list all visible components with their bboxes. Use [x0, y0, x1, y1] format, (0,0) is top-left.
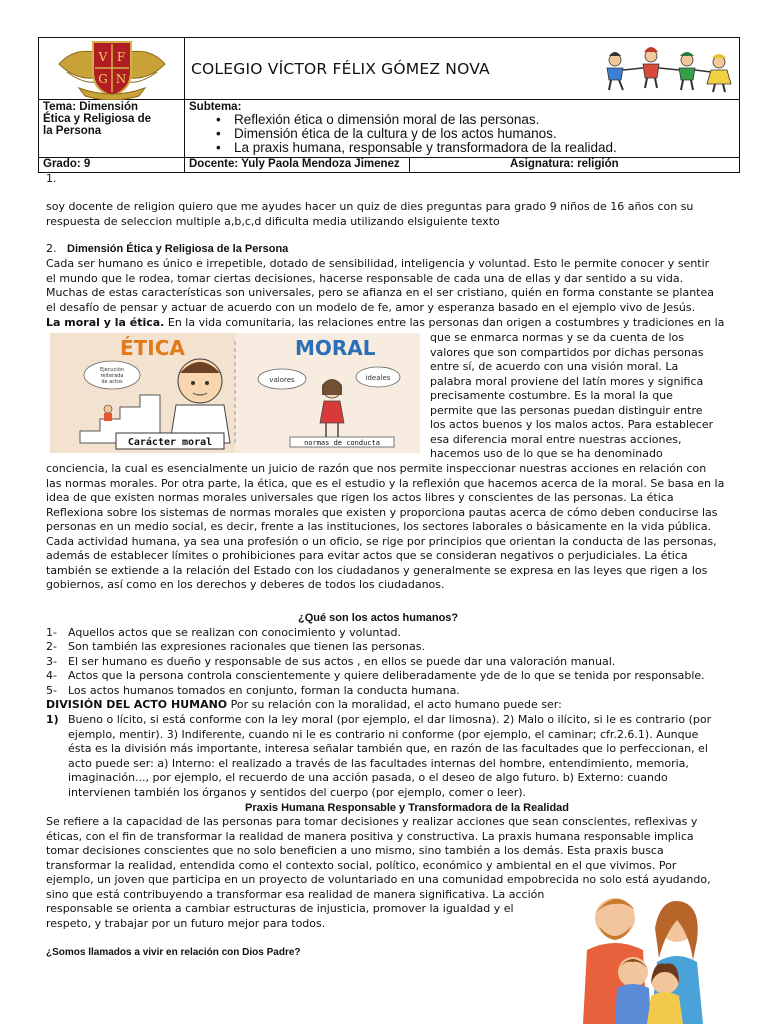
actos-item-text: Actos que la persona controla conscientemente y quiere deliberadamente yde de lo que se tenida por responsable. — [68, 669, 705, 682]
subtema-item: • Reflexión ética o dimensión moral de las personas. — [216, 113, 735, 127]
bubble-line: reiterada — [100, 373, 124, 379]
moral-rest-line: las normas morales. Por otra parte, la ética, que es el estudio y la reflexión que hacemos acerca de la moral. Se basa en la — [46, 476, 725, 490]
division-line — [46, 698, 562, 713]
moral-rest-line: Cada actividad humana, ya sea una profesión o un oficio, se rige por principios que orientan la conducta de las personas, — [46, 534, 717, 548]
subtema-label: Subtema: — [189, 101, 242, 113]
division-point-line: Bueno o lícito, si está conforme con la ley moral (por ejemplo, el dar limosna). 2) Malo o ilícito, si le es contrario (por — [68, 713, 712, 726]
ideales-label: ideales — [365, 374, 391, 382]
moral-side-line: esa diferencia moral entre nuestras acciones, — [430, 432, 682, 446]
praxis-line: respeto, y trabajar por un futuro mejor para todos. — [46, 916, 326, 930]
praxis-line: tomar decisiones conscientes que no solo beneficien a uno mismo, sino también a los demás. Esta praxis busca — [46, 844, 664, 857]
section-2-intro — [46, 257, 714, 315]
moral-first-text: En la vida comunitaria, las relaciones entre las personas dan origen a costumbres y tradiciones en la — [164, 316, 725, 329]
crest-letter-g: G — [98, 72, 108, 86]
division-text: Por su relación con la moralidad, el acto humano puede ser: — [227, 698, 562, 711]
moral-side-line: palabra moral proviene del latín mores y significa — [430, 374, 704, 388]
actos-item-number: 5- — [46, 684, 57, 697]
moral-word: MORAL — [295, 336, 376, 360]
bubble-line: Ejecución — [100, 367, 124, 373]
actos-item-number: 4- — [46, 669, 57, 682]
crest-letter-n: N — [115, 72, 127, 86]
division-point-line: ésta es la división más importante, interesa señalar también que, en razón de las facultades que lo perfeccionan, el — [68, 742, 708, 755]
children-holding-hands-icon — [597, 38, 739, 100]
docente-cell: Docente: Yuly Paola Mendoza Jimenez — [185, 158, 410, 172]
item-1-line: soy docente de religion quiero que me ayudes hacer un quiz de dies preguntas para grado 9 niños de 16 años con su — [46, 200, 694, 213]
intro-line: el mundo que le rodea, tomar ciertas decisiones, hacerse responsable de cada una de ellas y dar sentido a su vida. — [46, 271, 684, 285]
actos-item-text: Son también las expresiones racionales que tienen las personas. — [68, 640, 425, 653]
moral-rest-line: gobiernos, así como en los derechos y deberes de todos los ciudadanos. — [46, 578, 445, 591]
division-point-text — [68, 713, 711, 800]
intro-line: Muchas de estas características son universales, pero se afianza en el ser cristiano, quién en forma constante se plantea — [46, 286, 714, 299]
school-logo — [39, 38, 185, 99]
moral-rest-line: también se extiende a la relación del Estado con los ciudadanos y generalmente se expresa en las leyes que rigen a los — [46, 563, 708, 577]
praxis-line: responsable se orienta a cambiar estructuras de injusticia, promover la igualdad y el — [46, 902, 514, 915]
moral-side-line: los actos buenos y los malos actos. Para establecer — [430, 418, 714, 431]
valores-label: valores — [269, 376, 295, 384]
moral-rest-line: idea de que existen normas morales universales que rigen los actos libres y conscientes de las personas. La ética — [46, 491, 674, 504]
tema-cell — [39, 100, 185, 157]
header-row-title — [39, 38, 739, 100]
division-point-line: ejemplo, mentir). 3) Indiferente, cuando ni le es contrario ni conforme (por ejemplo, el caminar; cfr.2.6.1). Aunque — [68, 727, 699, 741]
header-row-topic — [39, 100, 739, 158]
actos-item-number: 1- — [46, 626, 57, 639]
item-1-line: respuesta de seleccion multiple a,b,c,d dificulta media utilizando elsiguiente texto — [46, 214, 500, 228]
moral-first-line — [46, 316, 724, 331]
children-illustration — [597, 38, 739, 99]
normas-label: normas de conducta — [304, 439, 380, 447]
crest-letter-v: V — [98, 50, 108, 64]
moral-rest-line: Reflexiona sobre los sistemas de normas morales que existen y proporciona pautas acerca de cómo deben conducirse las — [46, 505, 718, 519]
caracter-moral-label: Carácter moral — [127, 437, 213, 448]
etica-word: ÉTICA — [120, 336, 185, 360]
school-name: COLEGIO VÍCTOR FÉLIX GÓMEZ NOVA — [191, 59, 490, 78]
crest-letter-f: F — [116, 50, 126, 64]
praxis-line: sino que está contribuyendo a transformar esa realidad de manera significativa. La acción — [46, 887, 545, 901]
family-illustration — [565, 880, 715, 1024]
praxis-line: transformar la realidad, entendida como el contexto social, político, económico y ambiental en el que vivimos. Por — [46, 858, 677, 872]
item-1-prompt — [46, 200, 693, 229]
header-row-info — [39, 158, 739, 172]
dios-padre-question: ¿Somos llamados a vivir en relación con Dios Padre? — [46, 947, 301, 958]
division-heading: DIVISIÓN DEL ACTO HUMANO — [46, 698, 228, 711]
division-point-line: imaginación..., por ejemplo, el recuerdo de una acción pasada, o el deseo de algo futuro. b) Externo: cuando — [68, 771, 668, 784]
moral-side-line: valores que son compartidos por dichas personas — [430, 345, 704, 359]
actos-title: ¿Qué son los actos humanos? — [298, 612, 459, 624]
actos-item-number: 3- — [46, 655, 57, 668]
praxis-line: ejemplo, un joven que participa en un proyecto de voluntariado en una comunidad empobrecida no solo está ayudando, — [46, 873, 711, 886]
tema-line-2: Ética y Religiosa de — [43, 113, 152, 125]
moral-rest-line: personas en un medio social, es decir, frente a las instituciones, los sectores laborales o básicamente en la vida pública. — [46, 520, 712, 533]
section-2-number: 2. — [46, 242, 57, 255]
division-point-line: acto puede ser: a) Interno: el realizado a través de las facultades internas del hombre, entendimiento, memoria, — [68, 756, 689, 770]
section-2-title: Dimensión Ética y Religiosa de la Persona — [67, 243, 289, 255]
moral-rest-text — [46, 462, 724, 593]
actos-item-text: Los actos humanos tomados en conjunto, forman la conducta humana. — [68, 684, 460, 697]
praxis-line: Se refiere a la capacidad de las personas para tomar decisiones y realizar acciones que sean conscientes, reflexivas y — [46, 815, 698, 828]
intro-line: el desafío de pensar y actuar de acuerdo con un modelo de fe, amor y esperanza basado en el ejemplo vivo de Jesús. — [46, 300, 696, 314]
moral-side-line: permite que las personas puedan distinguir entre — [430, 403, 703, 417]
actos-item-text: Aquellos actos que se realizan con conocimiento y voluntad. — [68, 626, 401, 639]
bubble-line: de actos — [101, 379, 123, 385]
actos-item-number: 2- — [46, 640, 57, 653]
moral-side-line: que se enmarca normas y se da cuenta de los — [430, 331, 684, 344]
grado-cell: Grado: 9 — [39, 158, 185, 172]
praxis-title: Praxis Humana Responsable y Transformadora de la Realidad — [245, 802, 570, 814]
subtema-item: • Dimensión ética de la cultura y de los actos humanos. — [216, 127, 735, 141]
division-point-number: 1) — [46, 713, 59, 726]
subtema-cell — [185, 100, 739, 157]
subtema-item: • La praxis humana, responsable y transformadora de la realidad. — [216, 141, 735, 155]
intro-line: Cada ser humano es único e irrepetible, dotado de sensibilidad, inteligencia y voluntad. Esto le permite conocer y sentir — [46, 257, 710, 270]
item-1-number: 1. — [46, 172, 57, 185]
moral-side-text — [430, 331, 713, 462]
actos-item-text: El ser humano es dueño y responsable de sus actos , en ellos se puede dar una valoración manual. — [68, 655, 616, 668]
moral-side-line: hacemos uso de lo que se ha denominado — [430, 447, 663, 460]
moral-heading: La moral y la ética. — [46, 316, 165, 329]
school-crest-icon — [39, 38, 185, 100]
moral-side-line: entre sí, de acuerdo con una visión moral. La — [430, 360, 679, 373]
praxis-line: éticas, con el fin de transformar la realidad de manera positiva y constructiva. La praxis humana responsable implica — [46, 829, 694, 843]
etica-moral-illustration — [50, 333, 420, 453]
family-icon — [565, 880, 715, 1024]
tema-line-3: la Persona — [43, 125, 102, 137]
asignatura-cell: Asignatura: religión — [510, 158, 619, 170]
moral-rest-line: además de establecer límites o prohibiciones para evitar actos que se consideran negativos o perjudiciales. La ética — [46, 549, 688, 562]
header-table — [38, 37, 740, 173]
subtema-list — [216, 113, 735, 155]
moral-rest-line: conciencia, la cual es esencialmente un juicio de razón que nos permite inspeccionar nuestras acciones en relación con — [46, 462, 707, 475]
etica-moral-image — [50, 333, 420, 453]
division-point-line: intervienen también los órganos y sentidos del cuerpo (por ejemplo, comer o leer). — [68, 785, 527, 799]
tema-line-1: Tema: Dimensión — [43, 101, 138, 113]
moral-side-line: precisamente costumbre. Es la moral la que — [430, 389, 673, 402]
